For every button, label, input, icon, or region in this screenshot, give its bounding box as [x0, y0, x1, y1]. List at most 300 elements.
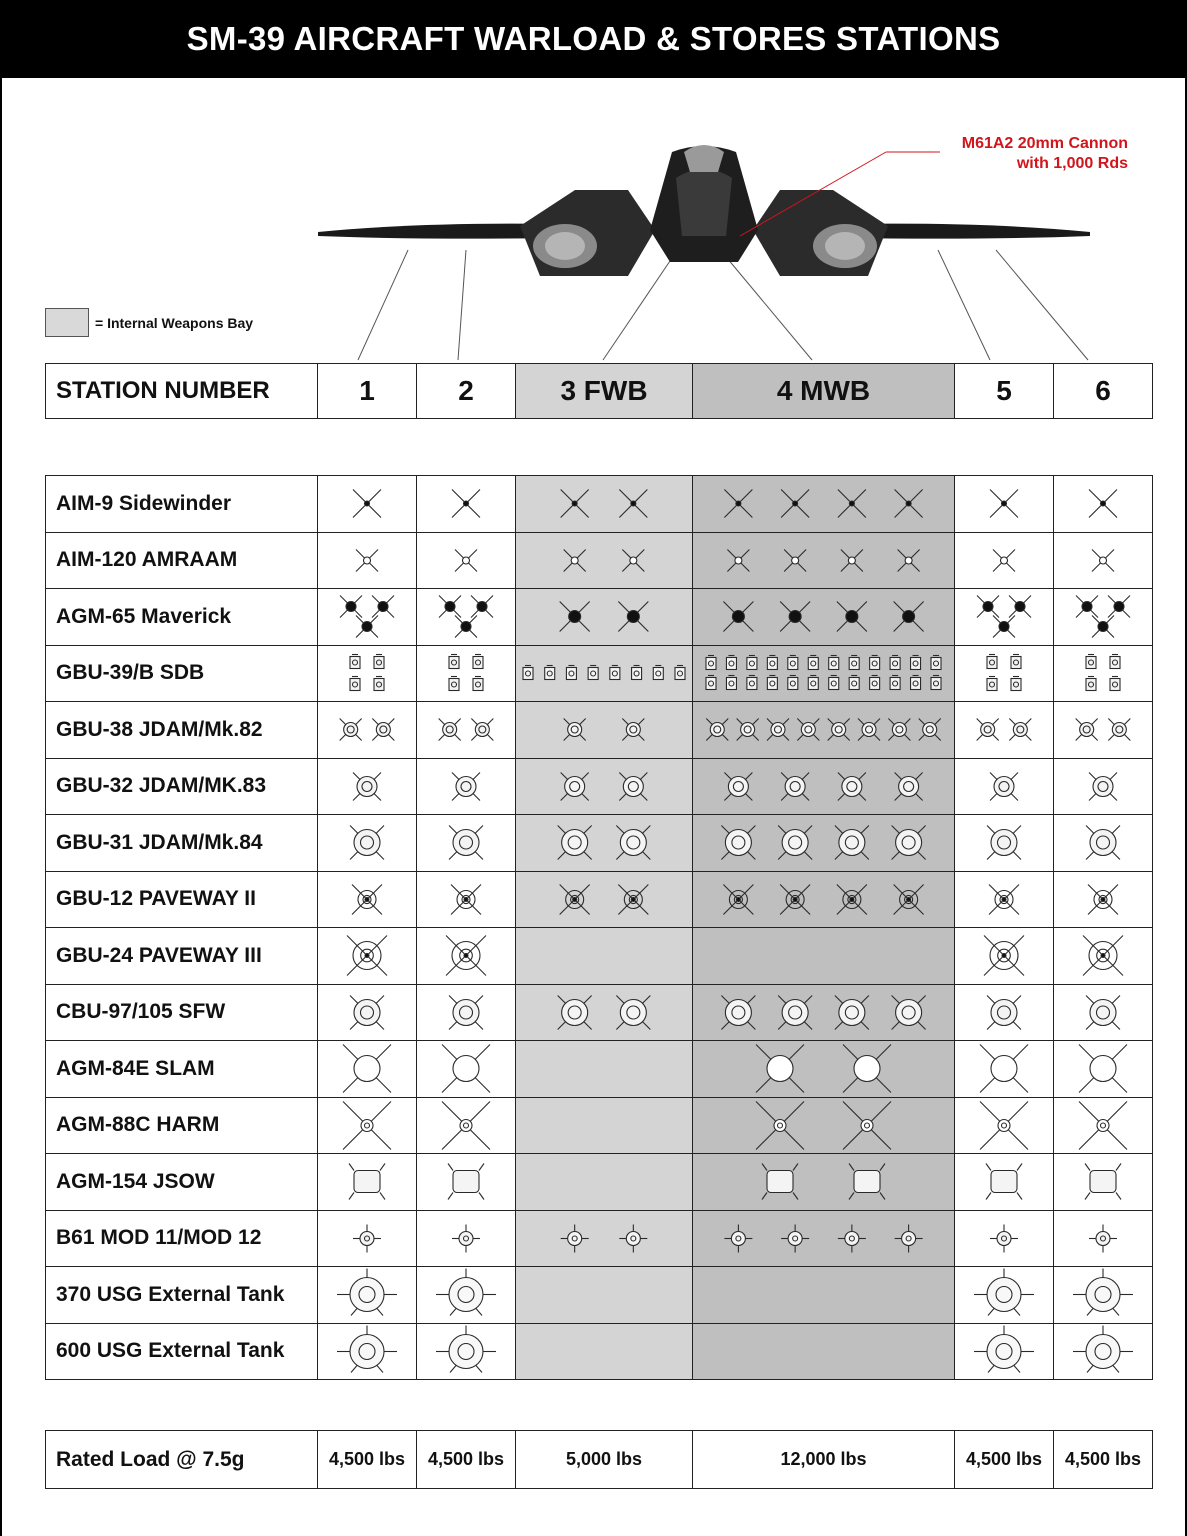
- harm-icon: [442, 1101, 490, 1149]
- b61-icon: [561, 1224, 589, 1252]
- station-1-cell: [318, 928, 417, 985]
- jdam-large-icon: [616, 826, 650, 860]
- station-6-cell: [1054, 758, 1153, 815]
- station-symbols: [955, 533, 1053, 588]
- internal-bay-swatch: [45, 308, 89, 337]
- station-symbols: [955, 646, 1053, 701]
- weapon-row: [46, 645, 1153, 702]
- paveway3-icon: [446, 936, 486, 976]
- paveway2-icon: [1088, 884, 1118, 914]
- sdb-icon: [808, 675, 818, 689]
- aim120-x-icon: [727, 549, 749, 571]
- station-3-cell: [516, 532, 693, 589]
- agm65-dot-icon: [780, 602, 810, 632]
- station-1-cell: [318, 1097, 417, 1154]
- station-6-cell: [1054, 1210, 1153, 1267]
- agm65-dot-icon: [1108, 596, 1130, 618]
- station-4-mwb: 4 MWB: [693, 364, 955, 419]
- station-4-cell: [693, 928, 955, 985]
- tank-icon: [1073, 1269, 1133, 1316]
- agm65-dot-icon: [1092, 616, 1114, 638]
- jdam-large-icon: [350, 826, 384, 860]
- station-symbols: [955, 1324, 1053, 1379]
- station-symbols: [955, 928, 1053, 983]
- sdb-icon: [523, 665, 533, 679]
- jdam-large-icon: [721, 826, 755, 860]
- jsow-icon: [762, 1164, 798, 1200]
- sfw-icon: [987, 995, 1021, 1029]
- sdb-icon: [1110, 676, 1120, 690]
- station-3-cell: [516, 1041, 693, 1098]
- weapons-matrix: [45, 475, 1153, 1380]
- weapon-row: [46, 1041, 1153, 1098]
- station-symbols: [516, 985, 692, 1040]
- agm65-dot-icon: [455, 616, 477, 638]
- sfw-icon: [721, 995, 755, 1029]
- aim120-x-icon: [455, 549, 477, 571]
- station-5-cell: [955, 702, 1054, 759]
- station-4-cell: [693, 1210, 955, 1267]
- load-station-3: 5,000 lbs: [516, 1431, 693, 1489]
- station-symbols: [417, 1324, 515, 1379]
- paveway3-icon: [1083, 936, 1123, 976]
- station-6-cell: [1054, 589, 1153, 646]
- jdam-medium-icon: [619, 772, 647, 800]
- sfw-icon: [449, 995, 483, 1029]
- paveway2-icon: [560, 884, 590, 914]
- weapon-name: AIM-120 AMRAAM: [46, 532, 318, 589]
- jdam-small-icon: [622, 719, 644, 741]
- weapon-name: GBU-32 JDAM/MK.83: [46, 758, 318, 815]
- aim9-x-icon: [619, 490, 647, 518]
- jdam-large-icon: [778, 826, 812, 860]
- station-symbols: [516, 1324, 692, 1379]
- station-5-cell: [955, 871, 1054, 928]
- station-symbols: [693, 646, 954, 701]
- agm65-dot-icon: [993, 616, 1015, 638]
- station-3-cell: [516, 871, 693, 928]
- rated-load-table: [45, 1430, 1153, 1489]
- station-symbols: [417, 702, 515, 757]
- station-5-cell: [955, 645, 1054, 702]
- station-symbols: [417, 815, 515, 870]
- station-5-cell: [955, 1154, 1054, 1211]
- sfw-icon: [616, 995, 650, 1029]
- agm65-dot-icon: [977, 596, 999, 618]
- station-symbols: [417, 759, 515, 814]
- sdb-icon: [1011, 676, 1021, 690]
- station-symbols: [516, 1154, 692, 1209]
- aim9-x-icon: [561, 490, 589, 518]
- slam-icon: [756, 1045, 804, 1093]
- station-symbols: [1054, 759, 1152, 814]
- sdb-icon: [632, 665, 642, 679]
- b61-icon: [838, 1224, 866, 1252]
- station-symbols: [318, 646, 416, 701]
- jdam-medium-icon: [838, 772, 866, 800]
- station-4-cell: [693, 589, 955, 646]
- station-2-cell: [417, 815, 516, 872]
- weapon-row: [46, 1267, 1153, 1324]
- agm65-dot-icon: [372, 596, 394, 618]
- sdb-icon: [566, 665, 576, 679]
- station-symbols: [516, 815, 692, 870]
- station-symbols: [318, 928, 416, 983]
- station-symbols: [693, 928, 954, 983]
- harm-icon: [980, 1101, 1028, 1149]
- sdb-icon: [1011, 654, 1021, 668]
- aim120-x-icon: [784, 549, 806, 571]
- sfw-icon: [892, 995, 926, 1029]
- station-symbols: [955, 1211, 1053, 1266]
- station-number-header: STATION NUMBER: [46, 364, 318, 419]
- sdb-icon: [788, 675, 798, 689]
- harm-icon: [756, 1101, 804, 1149]
- station-symbols: [955, 1041, 1053, 1096]
- slam-icon: [980, 1045, 1028, 1093]
- station-symbols: [318, 589, 416, 644]
- sdb-icon: [473, 654, 483, 668]
- sfw-icon: [558, 995, 592, 1029]
- weapon-name: GBU-39/B SDB: [46, 645, 318, 702]
- load-station-4: 12,000 lbs: [693, 1431, 955, 1489]
- station-3-cell: [516, 589, 693, 646]
- station-3-cell: [516, 815, 693, 872]
- station-3-cell: [516, 1267, 693, 1324]
- jdam-large-icon: [892, 826, 926, 860]
- station-symbols: [516, 646, 692, 701]
- station-symbols: [516, 702, 692, 757]
- sdb-icon: [374, 676, 384, 690]
- station-2-cell: [417, 758, 516, 815]
- station-symbols: [1054, 1041, 1152, 1096]
- station-1-cell: [318, 1154, 417, 1211]
- b61-icon: [781, 1224, 809, 1252]
- station-symbols: [693, 1098, 954, 1153]
- agm65-dot-icon: [1009, 596, 1031, 618]
- station-3-cell: [516, 984, 693, 1041]
- sdb-icon: [350, 676, 360, 690]
- station-1-cell: [318, 476, 417, 533]
- station-symbols: [955, 1098, 1053, 1153]
- tank-icon: [337, 1269, 397, 1316]
- load-station-2: 4,500 lbs: [417, 1431, 516, 1489]
- station-symbols: [955, 476, 1053, 531]
- jdam-small-icon: [919, 719, 941, 741]
- station-3-cell: [516, 928, 693, 985]
- station-1-cell: [318, 532, 417, 589]
- weapon-name: B61 MOD 11/MOD 12: [46, 1210, 318, 1267]
- station-6-cell: [1054, 871, 1153, 928]
- aim120-x-icon: [622, 549, 644, 571]
- jsow-icon: [1085, 1164, 1121, 1200]
- station-5-cell: [955, 815, 1054, 872]
- station-symbols: [318, 1211, 416, 1266]
- sfw-icon: [778, 995, 812, 1029]
- station-symbols: [1054, 476, 1152, 531]
- station-3-cell: [516, 758, 693, 815]
- station-3-cell: [516, 645, 693, 702]
- sdb-icon: [1086, 654, 1096, 668]
- station-symbols: [693, 1154, 954, 1209]
- station-symbols: [1054, 589, 1152, 644]
- station-symbols: [1054, 928, 1152, 983]
- weapon-row: [46, 476, 1153, 533]
- paveway2-icon: [451, 884, 481, 914]
- station-symbols: [417, 1041, 515, 1096]
- station-1-cell: [318, 1041, 417, 1098]
- weapon-name: 370 USG External Tank: [46, 1267, 318, 1324]
- station-1: 1: [318, 364, 417, 419]
- tank-icon: [337, 1325, 397, 1372]
- station-4-cell: [693, 815, 955, 872]
- station-6-cell: [1054, 1323, 1153, 1380]
- jsow-icon: [448, 1164, 484, 1200]
- jsow-icon: [349, 1164, 385, 1200]
- station-symbols: [1054, 815, 1152, 870]
- jsow-icon: [986, 1164, 1022, 1200]
- station-2-cell: [417, 928, 516, 985]
- station-symbols: [516, 928, 692, 983]
- station-3-cell: [516, 1210, 693, 1267]
- station-4-cell: [693, 871, 955, 928]
- slam-icon: [843, 1045, 891, 1093]
- station-symbols: [955, 702, 1053, 757]
- station-2-cell: [417, 1267, 516, 1324]
- sdb-icon: [449, 676, 459, 690]
- station-1-cell: [318, 589, 417, 646]
- paveway2-icon: [352, 884, 382, 914]
- aim120-x-icon: [356, 549, 378, 571]
- paveway2-icon: [894, 884, 924, 914]
- station-6-cell: [1054, 645, 1153, 702]
- jsow-icon: [849, 1164, 885, 1200]
- station-symbols: [693, 533, 954, 588]
- station-symbols: [1054, 1211, 1152, 1266]
- station-symbols: [516, 1211, 692, 1266]
- station-symbols: [1054, 1324, 1152, 1379]
- jdam-small-icon: [372, 719, 394, 741]
- agm65-dot-icon: [471, 596, 493, 618]
- agm65-dot-icon: [356, 616, 378, 638]
- sdb-icon: [588, 665, 598, 679]
- sdb-icon: [726, 675, 736, 689]
- station-6: 6: [1054, 364, 1153, 419]
- paveway2-icon: [989, 884, 1019, 914]
- aim9-x-icon: [990, 490, 1018, 518]
- station-1-cell: [318, 871, 417, 928]
- jdam-small-icon: [888, 719, 910, 741]
- weapon-row: [46, 758, 1153, 815]
- b61-icon: [619, 1224, 647, 1252]
- station-3-cell: [516, 702, 693, 759]
- weapon-name: AGM-65 Maverick: [46, 589, 318, 646]
- load-station-1: 4,500 lbs: [318, 1431, 417, 1489]
- jdam-large-icon: [835, 826, 869, 860]
- station-symbols: [1054, 533, 1152, 588]
- station-5: 5: [955, 364, 1054, 419]
- station-symbols: [318, 1324, 416, 1379]
- sdb-icon: [870, 675, 880, 689]
- aim120-x-icon: [898, 549, 920, 571]
- station-symbols: [417, 872, 515, 927]
- jdam-medium-icon: [561, 772, 589, 800]
- paveway2-icon: [618, 884, 648, 914]
- station-symbols: [516, 872, 692, 927]
- station-symbols: [417, 1267, 515, 1322]
- station-2: 2: [417, 364, 516, 419]
- sdb-icon: [890, 675, 900, 689]
- station-6-cell: [1054, 815, 1153, 872]
- b61-icon: [1089, 1224, 1117, 1252]
- sdb-icon: [849, 655, 859, 669]
- slam-icon: [442, 1045, 490, 1093]
- legend-label: = Internal Weapons Bay: [95, 314, 254, 331]
- harm-icon: [1079, 1101, 1127, 1149]
- paveway2-icon: [837, 884, 867, 914]
- paveway3-icon: [347, 936, 387, 976]
- sdb-icon: [890, 655, 900, 669]
- station-symbols: [318, 1154, 416, 1209]
- aim120-x-icon: [1092, 549, 1114, 571]
- weapon-row: [46, 928, 1153, 985]
- jdam-small-icon: [737, 719, 759, 741]
- station-5-cell: [955, 589, 1054, 646]
- cannon-label: [900, 134, 1128, 174]
- legend: [45, 308, 253, 337]
- weapon-row: [46, 1210, 1153, 1267]
- station-1-cell: [318, 815, 417, 872]
- sdb-icon: [987, 676, 997, 690]
- sdb-icon: [788, 655, 798, 669]
- station-6-cell: [1054, 1041, 1153, 1098]
- sdb-icon: [747, 675, 757, 689]
- weapon-name: AGM-154 JSOW: [46, 1154, 318, 1211]
- jdam-medium-icon: [895, 772, 923, 800]
- page-title: SM-39 AIRCRAFT WARLOAD & STORES STATIONS: [0, 0, 1187, 78]
- aim9-x-icon: [452, 490, 480, 518]
- station-symbols: [318, 1041, 416, 1096]
- station-5-cell: [955, 1267, 1054, 1324]
- station-symbols: [417, 533, 515, 588]
- station-4-cell: [693, 1041, 955, 1098]
- jdam-large-icon: [1086, 826, 1120, 860]
- station-5-cell: [955, 1323, 1054, 1380]
- weapon-row: [46, 984, 1153, 1041]
- station-2-cell: [417, 871, 516, 928]
- weapon-row: [46, 702, 1153, 759]
- weapon-row: [46, 532, 1153, 589]
- jdam-large-icon: [987, 826, 1021, 860]
- jdam-small-icon: [1108, 719, 1130, 741]
- station-symbols: [318, 985, 416, 1040]
- sdb-icon: [449, 654, 459, 668]
- tank-icon: [1073, 1325, 1133, 1372]
- station-symbols: [516, 1041, 692, 1096]
- station-2-cell: [417, 1323, 516, 1380]
- agm65-dot-icon: [340, 596, 362, 618]
- jdam-small-icon: [706, 719, 728, 741]
- slam-icon: [343, 1045, 391, 1093]
- rated-load-header: Rated Load @ 7.5g: [46, 1431, 318, 1489]
- slam-icon: [1079, 1045, 1127, 1093]
- station-3-cell: [516, 1154, 693, 1211]
- tank-icon: [436, 1325, 496, 1372]
- station-symbols: [417, 985, 515, 1040]
- agm65-dot-icon: [1076, 596, 1098, 618]
- aim9-x-icon: [781, 490, 809, 518]
- station-leader-lines: [358, 250, 1088, 360]
- station-symbols: [955, 589, 1053, 644]
- station-4-cell: [693, 1097, 955, 1154]
- tank-icon: [974, 1269, 1034, 1316]
- aim120-x-icon: [841, 549, 863, 571]
- station-symbols: [1054, 1098, 1152, 1153]
- station-1-cell: [318, 984, 417, 1041]
- station-5-cell: [955, 1210, 1054, 1267]
- station-symbols: [955, 815, 1053, 870]
- aim120-x-icon: [993, 549, 1015, 571]
- jdam-medium-icon: [353, 772, 381, 800]
- station-symbols: [693, 589, 954, 644]
- station-symbols: [318, 872, 416, 927]
- station-symbols: [693, 702, 954, 757]
- paveway2-icon: [780, 884, 810, 914]
- station-1-cell: [318, 1210, 417, 1267]
- station-symbols: [318, 1267, 416, 1322]
- jdam-small-icon: [564, 719, 586, 741]
- station-symbols: [693, 759, 954, 814]
- station-4-cell: [693, 532, 955, 589]
- sdb-icon: [829, 655, 839, 669]
- station-2-cell: [417, 702, 516, 759]
- sdb-icon: [767, 655, 777, 669]
- station-2-cell: [417, 1097, 516, 1154]
- sdb-icon: [931, 655, 941, 669]
- sdb-icon: [987, 654, 997, 668]
- station-3-cell: [516, 1097, 693, 1154]
- jdam-large-icon: [449, 826, 483, 860]
- jdam-small-icon: [439, 719, 461, 741]
- station-2-cell: [417, 984, 516, 1041]
- jdam-medium-icon: [724, 772, 752, 800]
- b61-icon: [895, 1224, 923, 1252]
- cannon-label-line-2: with 1,000 Rds: [1016, 155, 1128, 172]
- load-station-5: 4,500 lbs: [955, 1431, 1054, 1489]
- station-5-cell: [955, 928, 1054, 985]
- station-symbols: [1054, 1154, 1152, 1209]
- station-symbols: [516, 759, 692, 814]
- station-symbols: [693, 1324, 954, 1379]
- station-symbols: [417, 928, 515, 983]
- jdam-small-icon: [767, 719, 789, 741]
- station-symbols: [318, 815, 416, 870]
- station-symbols: [516, 533, 692, 588]
- jdam-small-icon: [828, 719, 850, 741]
- aim120-x-icon: [564, 549, 586, 571]
- tank-icon: [436, 1269, 496, 1316]
- weapon-name: GBU-12 PAVEWAY II: [46, 871, 318, 928]
- station-2-cell: [417, 1154, 516, 1211]
- sdb-icon: [726, 655, 736, 669]
- tank-icon: [974, 1325, 1034, 1372]
- aim9-x-icon: [353, 490, 381, 518]
- b61-icon: [990, 1224, 1018, 1252]
- agm65-dot-icon: [837, 602, 867, 632]
- weapon-row: [46, 1154, 1153, 1211]
- jdam-medium-icon: [1089, 772, 1117, 800]
- weapon-name: AGM-84E SLAM: [46, 1041, 318, 1098]
